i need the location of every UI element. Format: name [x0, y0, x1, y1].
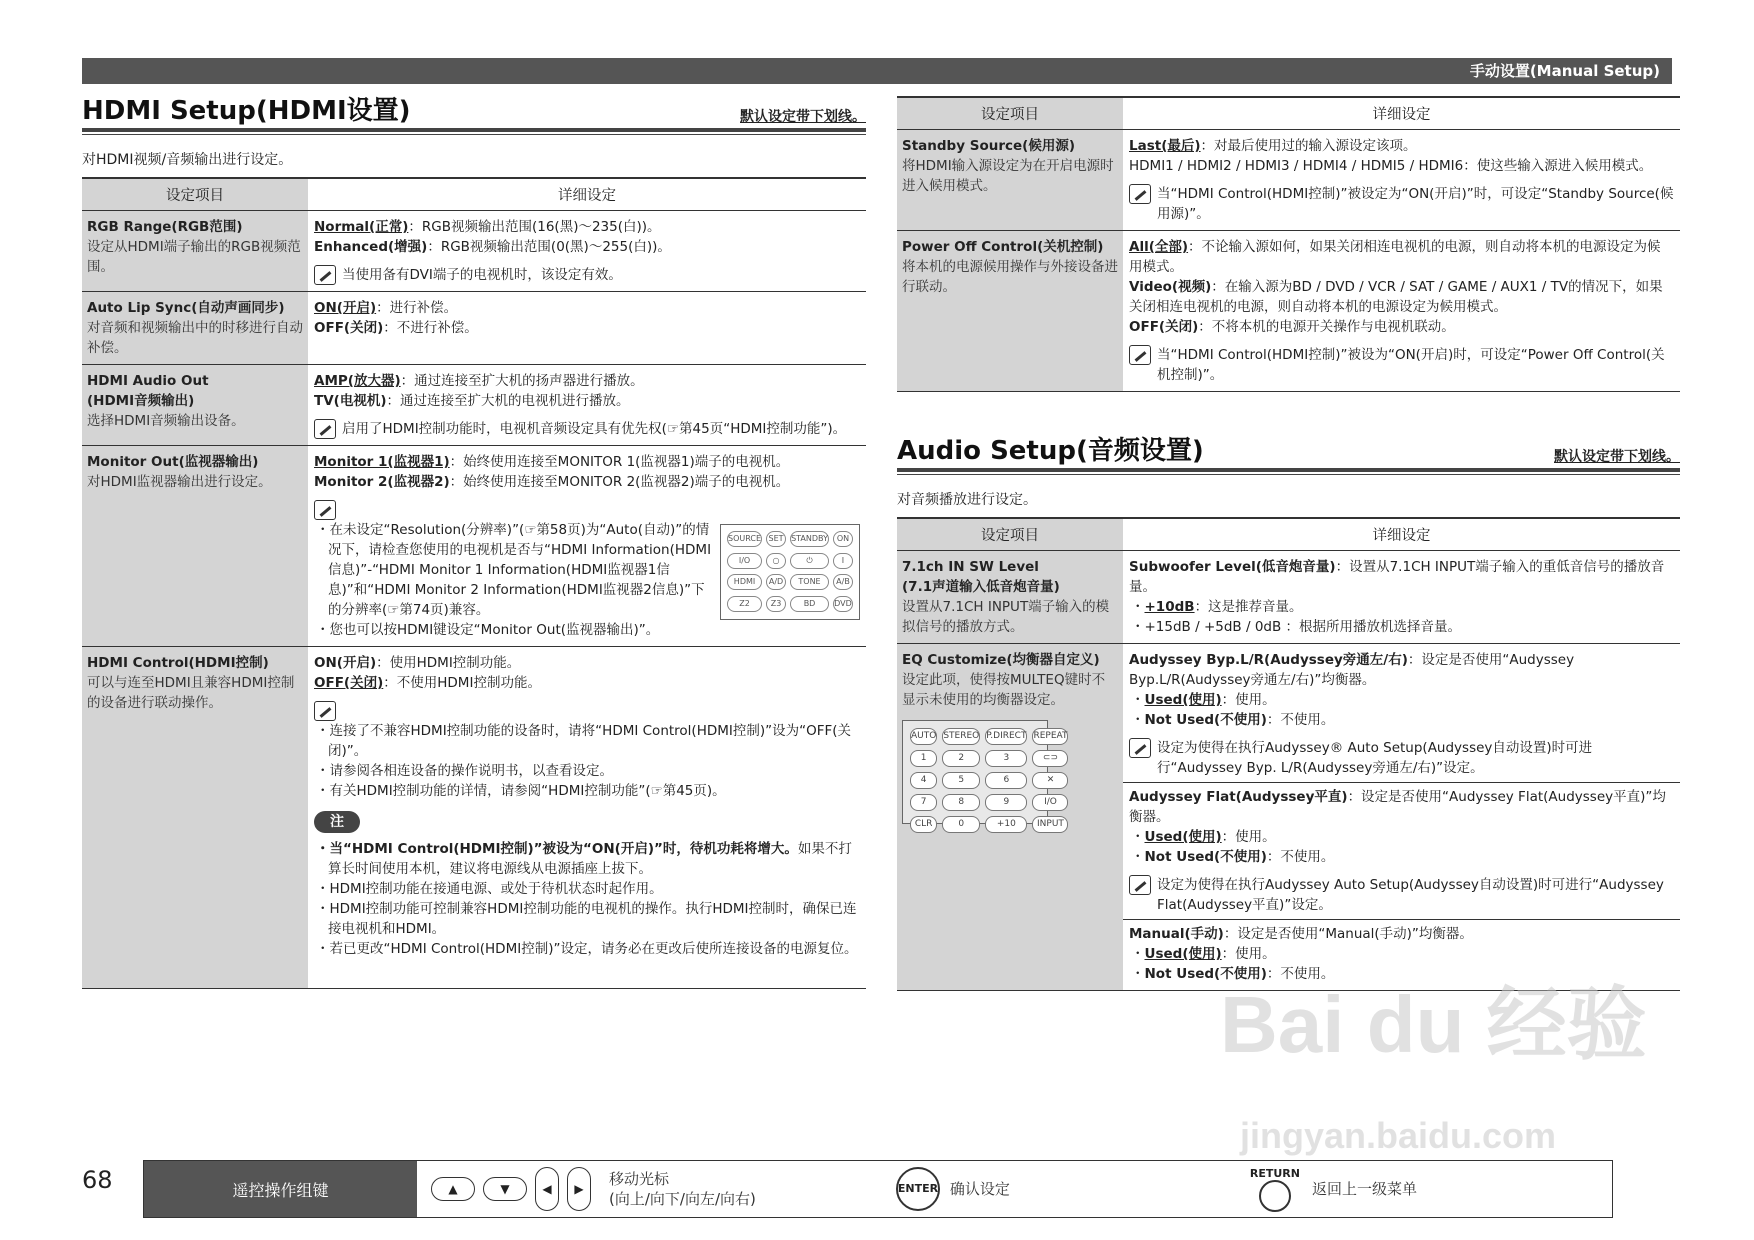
remote-key: TONE [790, 574, 829, 590]
remote-key: REPEAT [1032, 728, 1068, 745]
option-text: ：在输入源为BD / DVD / VCR / SAT / GAME / AUX1 / TV的情况下，如果关闭相连电视机的电源，则自动将本机的电源设定为候用模式。 [1129, 279, 1663, 315]
remote-key: +10 [985, 816, 1027, 833]
option-label: Normal(正常) [314, 219, 409, 235]
note-pencil-icon [314, 500, 336, 520]
table-row-standby-source [897, 130, 1680, 231]
remote-key: 1 [910, 750, 937, 767]
option-text: ：RGB视频输出范围(16(黑)～235(白))。 [408, 219, 661, 235]
option-label: Not Used(不使用) [1144, 849, 1267, 865]
item-name: EQ Customize(均衡器自定义) [902, 652, 1100, 668]
table-row-eq-customize: EQ Customize(均衡器自定义) 设定此项，使得按MULTEQ键时不显示未使用的均衡器设定。 AUTO STEREO P.DIRECT REPEAT 1 2 3 ⊂⊃ 4 5 6 ✕ 7 8 9 I/O CLR 0 +10 INPUT Audyssey Byp.L/R(Audyssey旁通左/右)：设定是否使用“Audyssey Byp.L/R(Audyssey旁通左/右)”均衡器。 ・Used(使用)：使用。 ・Not Used(不使用)：不使用。 设定为使得在执行Audyssey® Auto Setup(Audyssey自动设置)时可进行“Audyssey Byp. L/R(Audyssey旁通左/右)”设定。 Audyssey Flat(Audyssey平直)：设定是否使用“Audyssey Flat(Audyssey平直)”均衡器。 ・Used(使用)：使用。 ・Not Used(不使用)：不使用。 设定为使得在执行Audyssey Auto Setup(Audyssey自动设置)时可进行“Audyssey Flat(Audyssey平直)”设定。 Manual(手动)：设定是否使用“Manual(手动)”均衡器。 ・Used(使用)：使用。 ・Not Used(不使用)：不使用。 [897, 644, 1680, 991]
item-desc: 将HDMI输入源设定为在开启电源时进入候用模式。 [902, 158, 1114, 194]
remote-key: ⊂⊃ [1032, 750, 1068, 767]
enter-text: 确认设定 [949, 1180, 1010, 1198]
item-desc: 选择HDMI音频输出设备。 [87, 413, 245, 429]
notice-text: ・HDMI控制功能在接通电源、或处于待机状态时起作用。 [316, 881, 663, 897]
table-row-rgb [82, 211, 866, 292]
remote-key: 8 [942, 794, 980, 811]
option-label: Subwoofer Level(低音炮音量) [1129, 559, 1336, 575]
hdmi-setup-section [82, 96, 866, 989]
option-text: ：使用。 [1221, 946, 1276, 962]
option-label: OFF(关闭) [314, 675, 384, 691]
option-text: HDMI1 / HDMI2 / HDMI3 / HDMI4 / HDMI5 / HDMI6：使这些输入源进入候用模式。 [1129, 158, 1653, 174]
audio-desc: 对音频播放进行设定。 [897, 492, 1037, 508]
option-text: ：进行补偿。 [376, 300, 458, 316]
note-pencil-icon [1129, 875, 1151, 895]
right-arrow-icon: ▶ [567, 1167, 591, 1211]
col-header-detail: 详细设定 [1123, 518, 1680, 551]
option-label: Video(视频) [1129, 279, 1212, 295]
item-desc: 设定从HDMI端子输出的RGB视频范围。 [87, 239, 301, 275]
remote-key: STEREO [942, 728, 980, 745]
option-label: OFF(关闭) [1129, 319, 1199, 335]
option-label: +10dB [1144, 599, 1195, 615]
option-text: ：这是推荐音量。 [1194, 599, 1303, 615]
option-text: ：通过连接至扩大机的电视机进行播放。 [386, 393, 630, 409]
cursor-keys [431, 1167, 591, 1211]
item-desc: 设置从7.1CH INPUT端子输入的模拟信号的播放方式。 [902, 599, 1110, 635]
page-number: 68 [82, 1166, 113, 1194]
option-label: Not Used(不使用) [1144, 712, 1267, 728]
note-text: 设定为使得在执行Audyssey® Auto Setup(Audyssey自动设置)时可进行“Audyssey Byp. L/R(Audyssey旁通左/右)”设定。 [1157, 740, 1593, 776]
option-text: ：不论输入源如何，如果关闭相连电视机的电源，则自动将本机的电源设定为候用模式。 [1129, 239, 1661, 275]
remote-key: AUTO [910, 728, 937, 745]
remote-key: SET [766, 531, 786, 547]
remote-key: DVD [833, 596, 853, 612]
notice-text: 如果不打算长时间使用本机，建议将电源线从电源插座上拔下。 [328, 841, 852, 877]
left-arrow-icon: ◀ [535, 1167, 559, 1211]
enter-key-icon: ENTER [896, 1167, 940, 1211]
audio-default-note: 默认设定带下划线。 [1554, 449, 1680, 465]
notice-badge: 注 [314, 811, 360, 833]
return-key [1250, 1167, 1300, 1212]
up-arrow-icon: ▲ [431, 1177, 475, 1201]
option-text: ：通过连接至扩大机的扬声器进行播放。 [400, 373, 644, 389]
item-name: Auto Lip Sync(自动声画同步) [87, 300, 285, 316]
option-text: ：使用HDMI控制功能。 [376, 655, 521, 671]
remote-key: Z2 [727, 596, 762, 612]
option-text: ：不进行补偿。 [383, 320, 478, 336]
option-label: TV(电视机) [314, 393, 387, 409]
col-header-item: 设定项目 [897, 97, 1123, 130]
remote-key: ⏻ [790, 553, 829, 569]
remote-control-thumbnail [720, 524, 860, 620]
remote-key: A/D [766, 574, 786, 590]
table-row-lip-sync [82, 292, 866, 365]
item-desc: 对音频和视频输出中的时移进行自动补偿。 [87, 320, 303, 356]
hdmi-desc: 对HDMI视频/音频输出进行设定。 [82, 152, 293, 168]
table-row-power-off-control [897, 231, 1680, 392]
remote-key-multeq: 4 [910, 772, 937, 789]
remote-key: 7 [910, 794, 937, 811]
option-text: ：不使用。 [1266, 966, 1335, 982]
col-header-detail: 详细设定 [308, 178, 866, 211]
item-desc: 可以与连至HDMI且兼容HDMI控制的设备进行联动操作。 [87, 675, 295, 711]
down-arrow-icon: ▼ [483, 1177, 527, 1201]
option-text: ：不使用HDMI控制功能。 [383, 675, 541, 691]
remote-key: INPUT [1032, 816, 1068, 833]
note-pencil-icon [1129, 738, 1151, 758]
item-name: Monitor Out(监视器输出) [87, 454, 259, 470]
option-label: All(全部) [1129, 239, 1189, 255]
hdmi-continued-table [897, 96, 1680, 392]
remote-key: Z3 [766, 596, 786, 612]
note-pencil-icon [314, 419, 336, 439]
remote-key: P.DIRECT [985, 728, 1027, 745]
audio-title: Audio Setup(音频设置) [897, 436, 1204, 466]
col-header-detail: 详细设定 [1123, 97, 1680, 130]
option-label: Audyssey Flat(Audyssey平直) [1129, 789, 1348, 805]
audio-title-row [897, 436, 1680, 472]
bullet-text: ・+15dB / +5dB / 0dB ：根据所用播放机选择音量。 [1131, 619, 1462, 635]
option-label: Not Used(不使用) [1144, 966, 1267, 982]
option-label: ON(开启) [314, 655, 377, 671]
remote-key: 0 [942, 816, 980, 833]
option-text: ：设定是否使用“Audyssey Byp.L/R(Audyssey旁通左/右)”均衡器。 [1129, 652, 1575, 688]
note-pencil-icon [314, 701, 336, 721]
option-text: ：使用。 [1221, 829, 1276, 845]
note-pencil-icon [314, 265, 336, 285]
item-name-sub: (7.1声道输入低音炮音量) [902, 579, 1060, 595]
table-row-sw-level: 7.1ch IN SW Level (7.1声道输入低音炮音量) 设置从7.1CH INPUT端子输入的模拟信号的播放方式。 Subwoofer Level(低音炮音量)：设置从7.1CH INPUT端子输入的重低音信号的播放音量。 ・+10dB：这是推荐音量。 ・+15dB / +5dB / 0dB ：根据所用播放机选择音量。 [897, 551, 1680, 644]
item-name: Power Off Control(关机控制) [902, 239, 1104, 255]
item-desc: 将本机的电源候用操作与外接设备进行联动。 [902, 259, 1118, 295]
option-text: ：设定是否使用“Manual(手动)”均衡器。 [1223, 926, 1473, 942]
audio-table [897, 517, 1680, 991]
remote-key: ○ [766, 553, 786, 569]
option-text: ：不使用。 [1266, 712, 1335, 728]
remote-key: SOURCE [727, 531, 762, 547]
remote-key: STANDBY [790, 531, 829, 547]
right-column [897, 96, 1680, 991]
bullet-text: ・您也可以按HDMI键设定“Monitor Out(监视器输出)”。 [316, 622, 660, 638]
item-desc: 设定此项，使得按MULTEQ键时不显示未使用的均衡器设定。 [902, 672, 1106, 708]
remote-key: BD [790, 596, 829, 612]
option-label: Used(使用) [1144, 692, 1222, 708]
note-pencil-icon [1129, 184, 1151, 204]
option-text: ：始终使用连接至MONITOR 2(监视器2)端子的电视机。 [449, 474, 790, 490]
notice-text: ・HDMI控制功能可控制兼容HDMI控制功能的电视机的操作。执行HDMI控制时，确保已连接电视机和HDMI。 [316, 901, 857, 937]
option-label: AMP(放大器) [314, 373, 401, 389]
bullet-text: ・在未设定“Resolution(分辨率)”(☞第58页)为“Auto(自动)”的情况下，请检查您使用的电视机是否与“HDMI Information(HDMI信息)”-“HDMI Monitor 1 Information(HDMI监视器1信息)”和“HDMI Monitor 2 Information(HDMI监视器2信息)”下的分辨率(☞第74页)兼容。 [316, 522, 712, 618]
remote-key: ON [833, 531, 853, 547]
remote-key: A/B [833, 574, 853, 590]
remote-key-hdmi: HDMI [727, 574, 762, 590]
item-name: 7.1ch IN SW Level [902, 559, 1039, 575]
option-label: Monitor 1(监视器1) [314, 454, 450, 470]
table-row-audio-out [82, 365, 866, 446]
option-text: ：RGB视频输出范围(0(黑)～255(白))。 [427, 239, 671, 255]
return-text: 返回上一级菜单 [1312, 1180, 1418, 1198]
option-label: Monitor 2(监视器2) [314, 474, 450, 490]
note-text: 设定为使得在执行Audyssey Auto Setup(Audyssey自动设置)时可进行“Audyssey Flat(Audyssey平直)”设定。 [1157, 877, 1664, 913]
remote-key: ✕ [1032, 772, 1068, 789]
notice-bold: ・当“HDMI Control(HDMI控制)”被设为“ON(开启)”时，待机功耗将增大。 [316, 841, 798, 857]
bullet-text: ・请参阅各相连设备的操作说明书，以查看设定。 [316, 763, 613, 779]
item-name: HDMI Audio Out [87, 373, 209, 389]
remote-key: 2 [942, 750, 980, 767]
remote-key: 3 [985, 750, 1027, 767]
hdmi-title-row [82, 96, 866, 132]
remote-key: I [833, 553, 853, 569]
item-desc: 对HDMI监视器输出进行设定。 [87, 474, 272, 490]
option-label: ON(开启) [314, 300, 377, 316]
option-label: OFF(关闭) [314, 320, 384, 336]
hdmi-table [82, 177, 866, 989]
option-text: ：设定是否使用“Audyssey Flat(Audyssey平直)”均衡器。 [1129, 789, 1666, 825]
move-cursor-directions: (向上/向下/向左/向右) [609, 1190, 756, 1208]
move-cursor-label: 移动光标 [609, 1170, 670, 1188]
table-row-hdmi-control [82, 647, 866, 989]
note-text: 当使用备有DVI端子的电视机时，该设定有效。 [342, 267, 622, 283]
footer-label: 遥控操作组键 [144, 1161, 417, 1217]
remote-keypad-thumbnail [902, 720, 1068, 829]
remote-key: I/O [1032, 794, 1068, 811]
hdmi-title: HDMI Setup(HDMI设置) [82, 96, 411, 126]
option-text: ：对最后使用过的输入源设定该项。 [1200, 138, 1417, 154]
hdmi-default-note: 默认设定带下划线。 [740, 109, 866, 125]
table-row-monitor-out [82, 446, 866, 647]
item-name-sub: (HDMI音频输出) [87, 393, 195, 409]
notice-text: ・若已更改“HDMI Control(HDMI控制)”设定，请务必在更改后使所连接设备的电源复位。 [316, 941, 858, 957]
watermark-url: jingyan.baidu.com [1240, 1115, 1557, 1156]
remote-key: 5 [942, 772, 980, 789]
remote-key: 6 [985, 772, 1027, 789]
option-text: ：不使用。 [1266, 849, 1335, 865]
col-header-item: 设定项目 [897, 518, 1123, 551]
return-key-icon [1259, 1180, 1291, 1212]
note-pencil-icon [1129, 345, 1151, 365]
item-name: RGB Range(RGB范围) [87, 219, 243, 235]
option-text: ：不将本机的电源开关操作与电视机联动。 [1198, 319, 1455, 335]
note-text: 当“HDMI Control(HDMI控制)”被设定为“ON(开启)”时，可设定“Standby Source(候用源)”。 [1157, 186, 1674, 222]
option-text: ：使用。 [1221, 692, 1276, 708]
bullet-text: ・有关HDMI控制功能的详情，请参阅“HDMI控制功能”(☞第45页)。 [316, 783, 726, 799]
note-text: 启用了HDMI控制功能时，电视机音频设定具有优先权(☞第45页“HDMI控制功能”)。 [342, 421, 847, 437]
option-text: ：始终使用连接至MONITOR 1(监视器1)端子的电视机。 [449, 454, 790, 470]
watermark-logo: Bai du 经验 [1220, 980, 1647, 1069]
remote-key: CLR [910, 816, 937, 833]
option-label: Used(使用) [1144, 946, 1222, 962]
item-name: HDMI Control(HDMI控制) [87, 655, 269, 671]
option-label: Enhanced(增强) [314, 239, 428, 255]
header-title: 手动设置(Manual Setup) [1469, 62, 1660, 80]
remote-key: I/O [727, 553, 762, 569]
option-label: Used(使用) [1144, 829, 1222, 845]
item-name: Standby Source(候用源) [902, 138, 1075, 154]
option-text: ：设置从7.1CH INPUT端子输入的重低音信号的播放音量。 [1129, 559, 1665, 595]
note-text: 当“HDMI Control(HDMI控制)”被设为“ON(开启)时，可设定“Power Off Control(关机控制)”。 [1157, 347, 1665, 383]
remote-key: 9 [985, 794, 1027, 811]
option-label: Audyssey Byp.L/R(Audyssey旁通左/右) [1129, 652, 1408, 668]
bullet-text: ・连接了不兼容HDMI控制功能的设备时，请将“HDMI Control(HDMI控制)”设为“OFF(关闭)”。 [316, 723, 852, 759]
return-key-label: RETURN [1249, 1166, 1300, 1180]
option-label: Last(最后) [1129, 138, 1201, 154]
remote-keys-footer [143, 1160, 1613, 1218]
move-cursor-text [609, 1169, 756, 1209]
option-label: Manual(手动) [1129, 926, 1224, 942]
header-bar [82, 58, 1672, 84]
col-header-item: 设定项目 [82, 178, 308, 211]
